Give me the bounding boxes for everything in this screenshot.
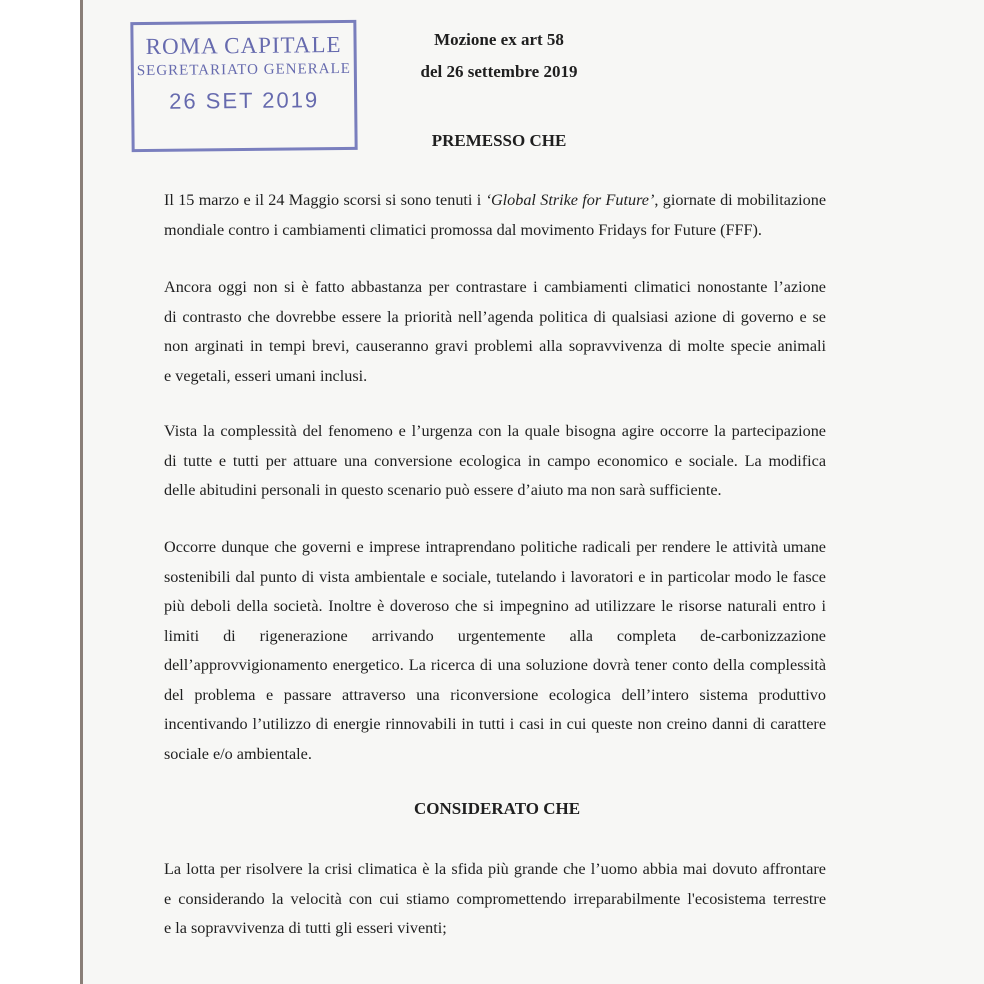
paragraph-4-line: limiti di rigenerazione arrivando urgentemente alla completa de-carbonizzazione [164, 626, 826, 645]
paragraph-2-line: di contrasto che dovrebbe essere la priorità nell’agenda politica di qualsiasi azione di governo e se [164, 307, 826, 326]
paragraph-4-line: sociale e/o ambientale. [164, 744, 312, 763]
paragraph-4-line: più deboli della società. Inoltre è doveroso che si impegnino ad utilizzare le risorse naturali entro i [164, 597, 826, 615]
paragraph-4 [164, 533, 826, 769]
motion-header [397, 24, 601, 88]
paragraph-5 [164, 855, 826, 944]
paragraph-3-line: di tutte e tutti per attuare una conversione ecologica in campo economico e sociale. La modifica [164, 451, 826, 470]
motion-date: del 26 settembre 2019 [420, 62, 578, 81]
stamp-date: 26 SET 2019 [169, 87, 320, 114]
paragraph-1-line-1 [164, 186, 826, 216]
paragraph-4-line: dell’approvvigionamento energetico. La ricerca di una soluzione dovrà tener conto della complessità [164, 656, 826, 674]
paragraph-2-line: Ancora oggi non si è fatto abbastanza per contrastare i cambiamenti climatici nonostante l’azione [164, 278, 826, 296]
paragraph-4-line: Occorre dunque che governi e imprese intraprendano politiche radicali per rendere le attività umane [164, 538, 826, 556]
paragraph-5-line: La lotta per risolvere la crisi climatica è la sfida più grande che l’uomo abbia mai dovuto affrontare [164, 860, 826, 878]
paragraph-3-line: delle abitudini personali in questo scenario può essere d’aiuto ma non sarà sufficiente. [164, 481, 722, 499]
p1-text-after: , giornate di mobilitazione [654, 191, 826, 209]
heading-premesso: PREMESSO CHE [431, 131, 567, 150]
motion-title: Mozione ex art 58 [434, 30, 564, 49]
paragraph-4-line: del problema e passare attraverso una riconversione ecologica dell’intero sistema produttivo [164, 685, 826, 704]
heading-considerato: CONSIDERATO CHE [413, 799, 581, 818]
paragraph-3-line: Vista la complessità del fenomeno e l’urgenza con la quale bisogna agire occorre la partecipazione [164, 422, 826, 440]
paragraph-4-line: sostenibili dal punto di vista ambientale e sociale, tutelando i lavoratori e in particolar modo le fasce [164, 567, 826, 586]
p1-text-before: Il 15 marzo e il 24 Maggio scorsi si sono tenuti i [164, 191, 486, 209]
paragraph-5-line: e considerando la velocità con cui stiamo compromettendo irreparabilmente l'ecosistema terrestre [164, 889, 826, 908]
paragraph-2-line: non arginati in tempi brevi, causeranno gravi problemi alla sopravvivenza di molte specie animali [164, 337, 826, 355]
paragraph-2 [164, 273, 826, 391]
paragraph-5-line: e la sopravvivenza di tutti gli esseri viventi; [164, 919, 447, 937]
paragraph-1-line-2: mondiale contro i cambiamenti climatici promossa dal movimento Fridays for Future (FFF). [164, 220, 762, 239]
paragraph-2-line: e vegetali, esseri umani inclusi. [164, 366, 368, 385]
stamp-office: ROMA CAPITALE [145, 31, 342, 60]
paragraph-1 [164, 186, 826, 245]
p1-event-name: ‘Global Strike for Future’ [485, 191, 655, 209]
paragraph-4-line: incentivando l’utilizzo di energie rinnovabili in tutti i casi in cui queste non creino danni di carattere [164, 715, 826, 733]
stamp-department: SEGRETARIATO GENERALE [136, 60, 351, 80]
paragraph-3 [164, 417, 826, 506]
